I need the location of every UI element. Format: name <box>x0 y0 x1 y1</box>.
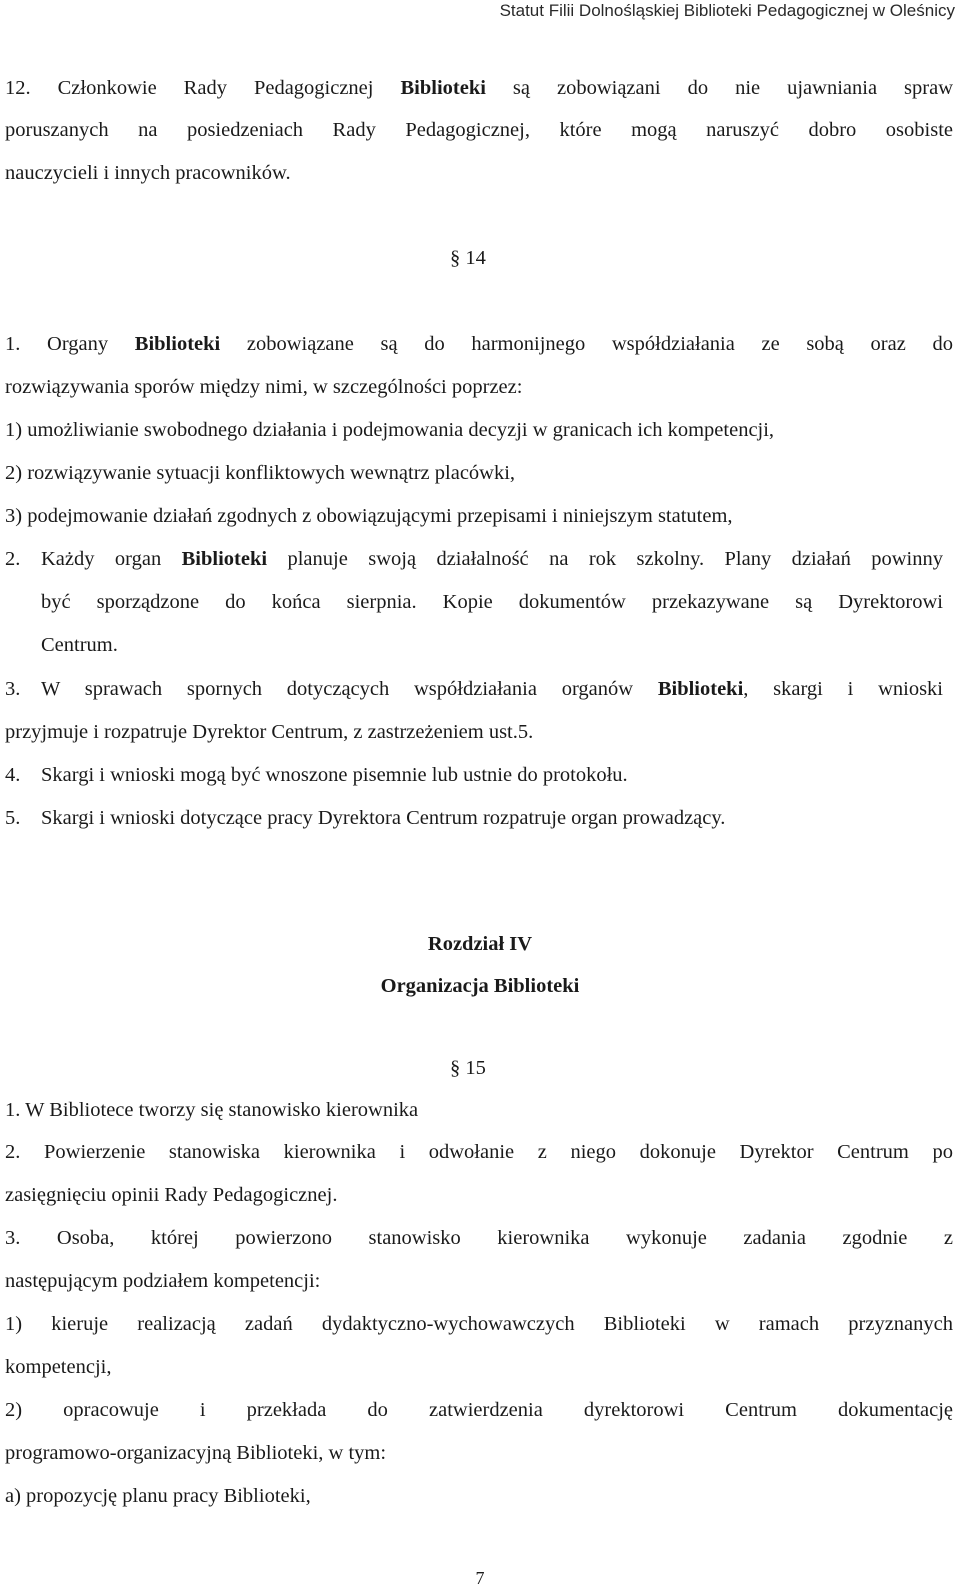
page-number: 7 <box>475 1568 485 1588</box>
s15-item-2-line-2: programowo-organizacyjną Biblioteki, w tym: <box>5 1442 387 1464</box>
s14-p4-text: Skargi i wnioski mogą być wnoszone pisemnie lub ustnie do protokołu. <box>41 764 628 786</box>
s14-item-3: 3) podejmowanie działań zgodnych z obowiązującymi przepisami i niniejszym statutem, <box>5 505 733 527</box>
s14-p1-line-1: 1. Organy Biblioteki zobowiązane są do harmonijnego współdziałania ze sobą oraz do <box>5 333 953 355</box>
s15-p2-line-1: 2. Powierzenie stanowiska kierownika i odwołanie z niego dokonuje Dyrektor Centrum po <box>5 1141 953 1163</box>
s14-item-2: 2) rozwiązywanie sytuacji konfliktowych wewnątrz placówki, <box>5 462 516 484</box>
s14-p5-number: 5. <box>5 807 21 829</box>
chapter-title: Rozdział IV <box>427 933 533 955</box>
s14-item-1: 1) umożliwianie swobodnego działania i podejmowania decyzji w granicach ich kompetencji, <box>5 419 775 441</box>
s15-item-1-line-2: kompetencji, <box>5 1356 112 1378</box>
s14-p4-number: 4. <box>5 764 21 786</box>
s15-p3-line-2: następującym podziałem kompetencji: <box>5 1270 321 1292</box>
paragraph-12-line-3: nauczycieli i innych pracowników. <box>5 162 291 184</box>
s15-p2-line-2: zasięgnięciu opinii Rady Pedagogicznej. <box>5 1184 338 1206</box>
section-14-heading: § 14 <box>450 247 486 269</box>
s15-p3-line-1: 3. Osoba, której powierzono stanowisko kierownika wykonuje zadania zgodnie z <box>5 1227 953 1249</box>
s15-item-2-line-1: 2) opracowuje i przekłada do zatwierdzenia dyrektorowi Centrum dokumentację <box>5 1399 953 1421</box>
s14-p2-line-2: być sporządzone do końca sierpnia. Kopie dokumentów przekazywane są Dyrektorowi <box>41 591 943 613</box>
s14-p5-text: Skargi i wnioski dotyczące pracy Dyrektora Centrum rozpatruje organ prowadzący. <box>41 807 726 829</box>
paragraph-12-line-1: 12. Członkowie Rady Pedagogicznej Biblioteki są zobowiązani do nie ujawniania spraw <box>5 77 953 99</box>
s14-p2-line-1: Każdy organ Biblioteki planuje swoją działalność na rok szkolny. Plany działań powinny <box>41 548 943 570</box>
s15-item-1-line-1: 1) kieruje realizacją zadań dydaktyczno-wychowawczych Biblioteki w ramach przyznanych <box>5 1313 953 1335</box>
s14-p1-line-2: rozwiązywania sporów między nimi, w szczególności poprzez: <box>5 376 523 398</box>
s15-p1: 1. W Bibliotece tworzy się stanowisko kierownika <box>5 1099 419 1121</box>
s14-p3-number: 3. <box>5 678 21 700</box>
section-15-heading: § 15 <box>450 1057 486 1079</box>
running-header: Statut Filii Dolnośląskiej Biblioteki Pedagogicznej w Oleśnicy <box>499 1 955 20</box>
s14-p3-line-2: przyjmuje i rozpatruje Dyrektor Centrum, z zastrzeżeniem ust.5. <box>5 721 534 743</box>
paragraph-12-line-2: poruszanych na posiedzeniach Rady Pedagogicznej, które mogą naruszyć dobro osobiste <box>5 119 953 141</box>
s14-p2-line-3: Centrum. <box>41 634 118 656</box>
s14-p3-line-1: W sprawach spornych dotyczących współdziałania organów Biblioteki, skargi i wnioski <box>41 678 943 700</box>
s14-p2-number: 2. <box>5 548 21 570</box>
chapter-subtitle: Organizacja Biblioteki <box>380 975 580 997</box>
s15-item-a: a) propozycję planu pracy Biblioteki, <box>5 1485 311 1507</box>
